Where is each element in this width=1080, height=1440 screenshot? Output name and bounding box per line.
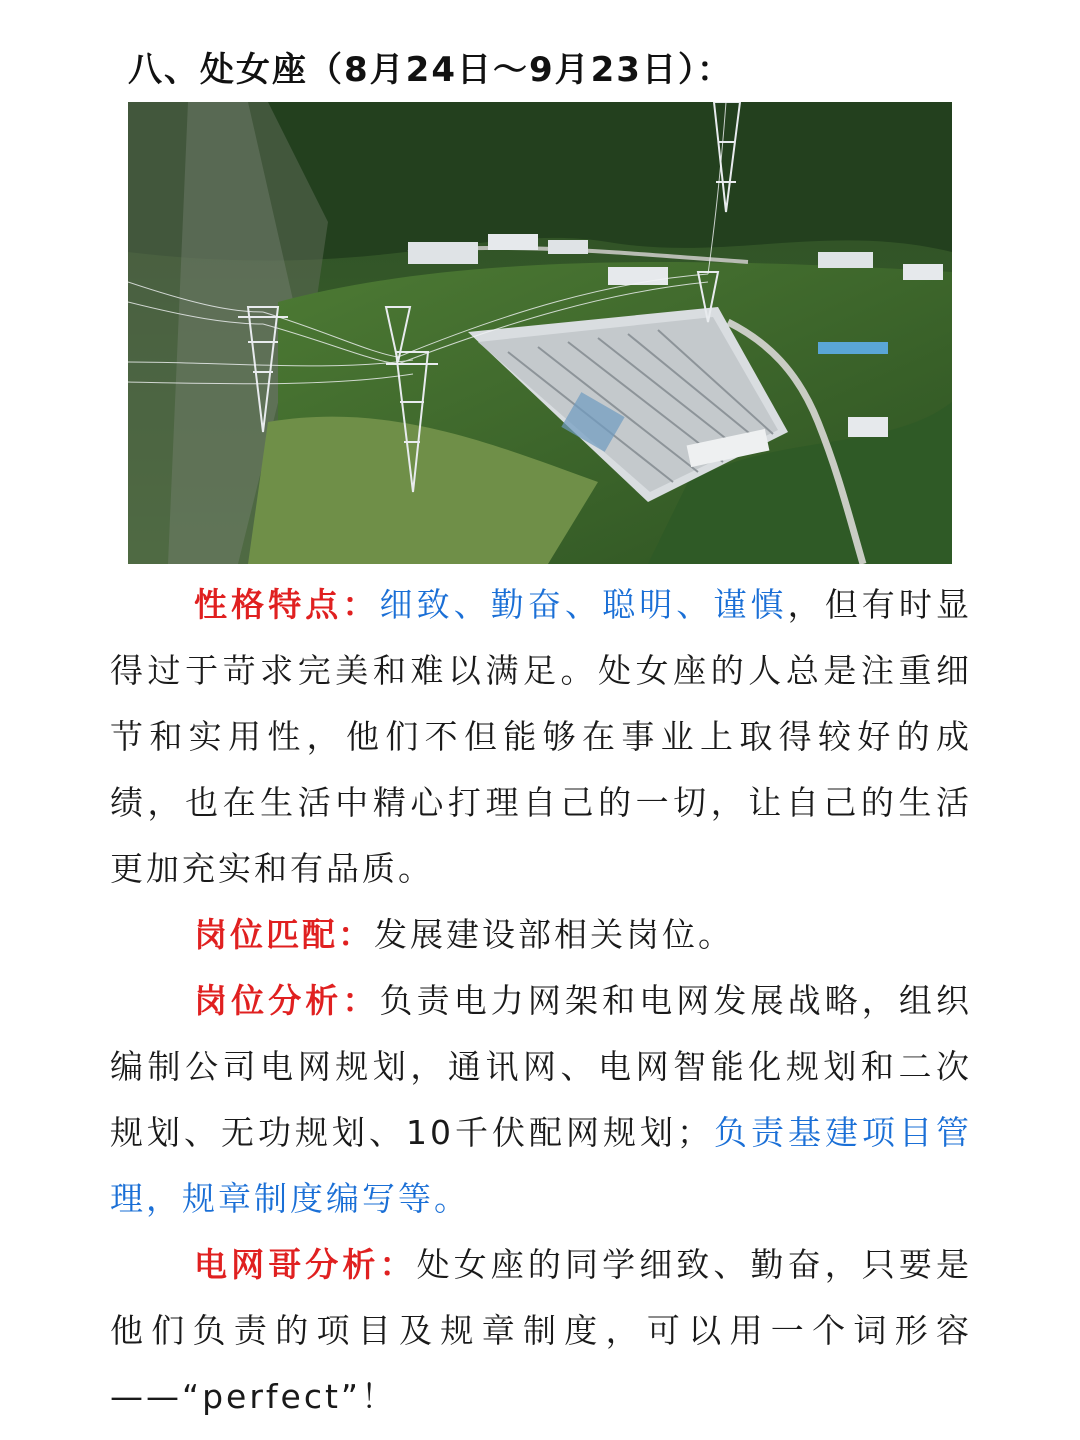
traits-highlight: 细致、勤奋、聪明、谨慎 <box>379 585 788 624</box>
analysis-text: 负责电力网架和电网发展战略，组织编制公司电网规划，通讯网、电网智能化规划和二次规划、无功规划、10千伏配网规划； <box>110 981 973 1152</box>
traits-label: 性格特点： <box>194 585 380 624</box>
substation-photo <box>128 102 952 564</box>
brother-paragraph <box>110 1232 972 1430</box>
analysis-highlight: 负责基建项目管理，规章制度编写等。 <box>110 1113 972 1218</box>
traits-text: ，但有时显得过于苛求完美和难以满足。处女座的人总是注重细节和实用性，他们不但能够在事业上取得较好的成绩，也在生活中精心打理自己的一切，让自己的生活更加充实和有品质。 <box>110 585 973 888</box>
match-label: 岗位匹配： <box>194 915 374 954</box>
analysis-paragraph <box>110 968 972 1232</box>
article-body <box>110 572 972 1430</box>
brother-label: 电网哥分析： <box>194 1245 417 1284</box>
section-heading: 八、处女座（8月24日～9月23日）： <box>128 50 733 90</box>
match-text: 发展建设部相关岗位。 <box>374 915 734 954</box>
brother-text: 处女座的同学细致、勤奋，只要是他们负责的项目及规章制度，可以用一个词形容——“perfect”！ <box>110 1245 973 1416</box>
match-paragraph <box>110 902 972 968</box>
analysis-label: 岗位分析： <box>194 981 380 1020</box>
traits-paragraph <box>110 572 972 902</box>
